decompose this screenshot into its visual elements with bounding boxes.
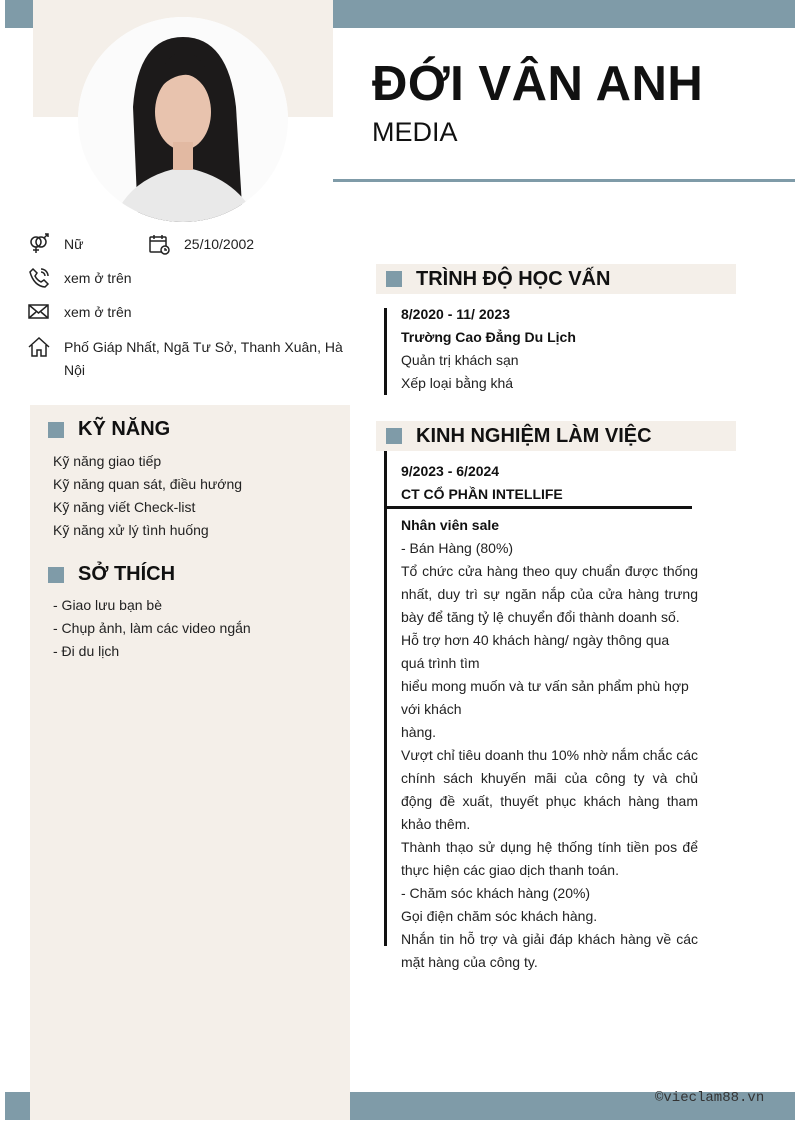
- hobby-item: - Giao lưu bạn bè: [53, 597, 162, 613]
- email-value: xem ở trên: [64, 304, 132, 320]
- home-icon: [28, 336, 50, 358]
- skills-heading: [48, 418, 170, 441]
- experience-heading: [376, 421, 736, 451]
- experience-line: Nhắn tin hỗ trợ và giải đáp khách hàng về các mặt hàng của công ty.: [401, 931, 698, 970]
- email-icon: [28, 301, 50, 323]
- experience-line: - Bán Hàng (80%): [401, 540, 514, 556]
- education-title: TRÌNH ĐỘ HỌC VẤN: [416, 267, 611, 290]
- skill-item: Kỹ năng viết Check-list: [53, 499, 196, 515]
- hobby-item: - Chụp ảnh, làm các video ngắn: [53, 620, 251, 636]
- experience-line: hàng.: [401, 724, 437, 740]
- candidate-name: ĐỚI VÂN ANH: [372, 57, 704, 111]
- experience-line: Thành thạo sử dụng hệ thống tính tiền pos để thực hiện các giao dịch thanh toán.: [401, 839, 698, 878]
- experience-position: Nhân viên sale: [401, 517, 500, 533]
- candidate-role: MEDIA: [372, 117, 458, 147]
- header-divider: [333, 179, 795, 182]
- address-value: Phố Giáp Nhất, Ngã Tư Sở, Thanh Xuân, Hà Nội: [64, 339, 343, 378]
- bottom-bar-left: [5, 1092, 30, 1120]
- experience-line: Hỗ trợ hơn 40 khách hàng/ ngày thông qua quá trình tìm: [401, 632, 670, 671]
- calendar-icon: [148, 233, 170, 255]
- experience-divider: [385, 506, 692, 509]
- birthday-value: 25/10/2002: [184, 236, 255, 252]
- experience-timeline: [384, 451, 387, 946]
- gender-value: Nữ: [64, 236, 84, 252]
- education-major: Quản trị khách sạn: [401, 352, 519, 368]
- education-grade: Xếp loại bằng khá: [401, 375, 514, 391]
- section-marker: [48, 567, 64, 583]
- experience-line: - Chăm sóc khách hàng (20%): [401, 885, 591, 901]
- experience-company: CT CỔ PHẦN INTELLIFE: [401, 486, 563, 502]
- education-school: Trường Cao Đẳng Du Lịch: [401, 329, 576, 345]
- hobbies-heading: [48, 563, 175, 586]
- education-timeline: [384, 308, 387, 395]
- education-body: [401, 303, 698, 395]
- phone-icon: [28, 267, 50, 289]
- skill-item: Kỹ năng xử lý tình huống: [53, 522, 209, 538]
- skills-list: [53, 450, 242, 542]
- experience-line: Vượt chỉ tiêu doanh thu 10% nhờ nắm chắc các chính sách khuyến mãi của công ty và chủ động đề xuất, thuyết phục khách hàng tham khảo thêm.: [401, 747, 699, 832]
- education-period: 8/2020 - 11/ 2023: [401, 306, 510, 322]
- hobby-item: - Đi du lịch: [53, 643, 120, 659]
- hobbies-title: SỞ THÍCH: [78, 563, 176, 585]
- watermark: ©vieclam88.vn: [655, 1090, 765, 1106]
- section-marker: [48, 422, 64, 438]
- experience-title: KINH NGHIỆM LÀM VIỆC: [416, 424, 652, 447]
- phone-value: xem ở trên: [64, 270, 132, 286]
- gender-icon: [28, 233, 50, 255]
- skills-title: KỸ NĂNG: [78, 418, 171, 440]
- education-heading: [376, 264, 736, 294]
- avatar: [78, 17, 288, 222]
- skill-item: Kỹ năng quan sát, điều hướng: [53, 476, 243, 492]
- experience-period: 9/2023 - 6/2024: [401, 463, 500, 479]
- skill-item: Kỹ năng giao tiếp: [53, 453, 162, 469]
- experience-body: [401, 514, 698, 974]
- experience-line: hiểu mong muốn và tư vấn sản phẩm phù hợp với khách: [401, 678, 689, 717]
- section-marker: [386, 271, 402, 287]
- experience-line: Tổ chức cửa hàng theo quy chuẩn được thống nhất, duy trì sự ngăn nắp của cửa hàng trưng bày để tăng tỷ lệ chuyển đổi thành doanh số.: [401, 563, 698, 625]
- experience-header: [401, 460, 698, 506]
- hobbies-list: [53, 594, 251, 663]
- experience-line: Gọi điện chăm sóc khách hàng.: [401, 908, 598, 924]
- section-marker: [386, 428, 402, 444]
